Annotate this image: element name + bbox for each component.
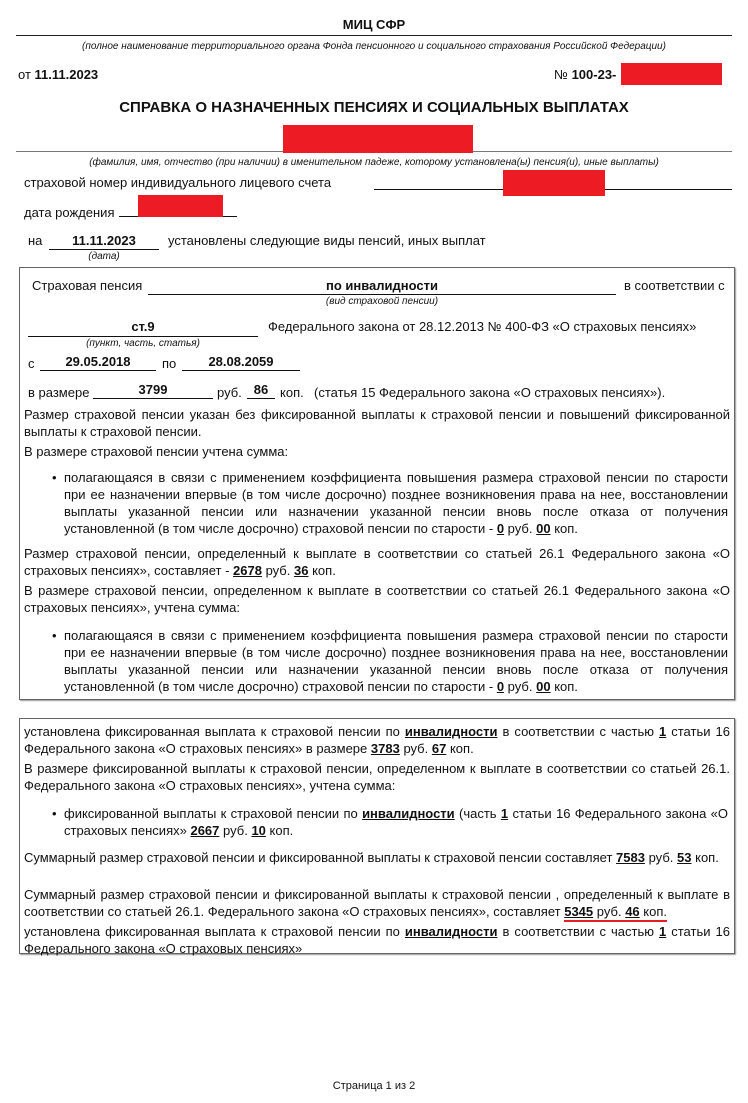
- para-261-included: В размере страховой пенсии, определенном к выплате в соответствии со статьей 26.1 Федерального закона «О страховых пенсиях», учтена сумма:: [24, 583, 730, 615]
- bullet-fixed-payment: [52, 805, 728, 839]
- note-included-sum: В размере страховой пенсии учтена сумма:: [24, 444, 289, 459]
- text: фиксированной выплаты к страховой пенсии по: [64, 806, 358, 821]
- redacted-snils: [503, 170, 605, 196]
- fixed-payment-established: [24, 723, 730, 757]
- amount-kop: 67: [431, 741, 447, 756]
- page-number: Страница 1 из 2: [332, 1080, 416, 1092]
- number-value: 100-23-: [571, 67, 617, 82]
- law-text: Федерального закона от 28.12.2013 № 400-ФЗ «О страховых пенсиях»: [268, 319, 697, 334]
- document-title: СПРАВКА О НАЗНАЧЕННЫХ ПЕНСИЯХ И СОЦИАЛЬНЫХ ВЫПЛАТАХ: [119, 99, 629, 116]
- text: в соответствии с частью: [502, 924, 654, 939]
- amount-rub: 7583: [616, 850, 645, 865]
- from-prefix: с: [28, 356, 35, 371]
- fixed-payment-box: [19, 718, 735, 954]
- amount-prefix: в размере: [28, 385, 90, 400]
- bullet-kop: 00: [536, 679, 551, 694]
- document-number: [554, 67, 616, 82]
- text: установлена фиксированная выплата к страховой пенсии по: [24, 724, 400, 739]
- rub-label: руб.: [217, 385, 242, 400]
- number-prefix: №: [554, 67, 568, 82]
- fixed-payment-established-2: [24, 923, 730, 957]
- bullet-icon: •: [52, 470, 57, 485]
- rub-label: руб.: [507, 521, 533, 536]
- organization-caption: (полное наименование территориального органа Фонда пенсионного и социального страхования Российской Федерации): [82, 41, 666, 52]
- bullet-rub: 0: [496, 521, 505, 536]
- rub-label: руб.: [648, 850, 674, 865]
- para-text: Размер страховой пенсии, определенный к выплате в соответствии со статьей 26.1 Федерального закона «О страховых пенсиях», составляет -: [24, 546, 730, 578]
- amount-kop: 10: [251, 823, 266, 838]
- organization-name: МИЦ СФР: [342, 17, 406, 32]
- bullet-kop: 00: [536, 521, 551, 536]
- pension-type: инвалидности: [404, 924, 498, 939]
- text: статьи 16 Федерального закона «О страховых пенсиях»: [64, 806, 728, 838]
- amount-rub: 5345: [564, 904, 594, 919]
- note-without-fixed: Размер страховой пенсии указан без фиксированной выплаты к страховой пенсии и повышений фиксированной выплаты к страховой пенсии.: [24, 407, 730, 439]
- organization-line: [16, 35, 732, 36]
- amount-rub: 3783: [370, 741, 400, 756]
- as-of-date: 11.11.2023: [49, 233, 159, 250]
- kop-label: коп.: [449, 741, 474, 756]
- kop-label: коп.: [695, 850, 719, 865]
- rub-label: руб.: [596, 904, 622, 919]
- amount-rub: 2667: [190, 823, 220, 838]
- pension-box: [19, 267, 735, 700]
- part-number: 1: [658, 724, 667, 739]
- redacted-birth-date: [138, 195, 223, 217]
- bullet-coefficient-1: [52, 469, 728, 537]
- bullet-icon: •: [52, 806, 57, 821]
- document-date: [18, 67, 98, 82]
- rub-label: руб.: [223, 823, 248, 838]
- pension-type: по инвалидности: [148, 278, 616, 295]
- text: Суммарный размер страховой пенсии и фиксированной выплаты к страховой пенсии составляет: [24, 850, 613, 865]
- fixed-payment-included: В размере фиксированной выплаты к страховой пенсии, определенном к выплате в соответствии со статьей 26.1. Федерального закона «О страховых пенсиях», учтена сумма:: [24, 761, 730, 793]
- date-value: 11.11.2023: [34, 67, 99, 82]
- amount-kop: 86: [247, 382, 275, 399]
- kop-label: коп.: [269, 823, 294, 838]
- name-caption: (фамилия, имя, отчество (при наличии) в именительном падеже, которому установлена(ы) пенсия(и), иные выплаты): [89, 157, 659, 168]
- text: статьи 16 Федерального закона «О страховых пенсиях»: [24, 924, 730, 956]
- text: (часть: [459, 806, 497, 821]
- rub-label: руб.: [507, 679, 533, 694]
- as-of-text: установлены следующие виды пенсий, иных выплат: [168, 233, 486, 248]
- bullet-text: полагающаяся в связи с применением коэффициента повышения размера страховой пенсии по старости при ее назначении впервые (в том числе досрочно) позднее возникновения права на нее, восстановлении выплаты указанной пенсии или назначении указанной пенсии вновь после отказа от получения установленной (в том числе досрочно) страховой пенсии по старости -: [64, 470, 728, 536]
- date-prefix: от: [18, 67, 31, 82]
- bullet-icon: •: [52, 628, 57, 643]
- rub-label: руб.: [265, 563, 291, 578]
- kop-label: коп.: [280, 385, 304, 400]
- para-261-amount: [24, 545, 730, 579]
- kop-label: коп.: [643, 904, 667, 919]
- part-number: 1: [500, 806, 509, 821]
- pension-label: Страховая пенсия: [32, 278, 143, 293]
- pension-type: инвалидности: [362, 806, 455, 821]
- to-prefix: по: [162, 356, 177, 371]
- to-date: 28.08.2059: [182, 354, 300, 371]
- pension-type-caption: (вид страховой пенсии): [325, 296, 439, 307]
- as-of-caption: (дата): [88, 251, 120, 262]
- kop-label: коп.: [312, 563, 336, 578]
- bullet-coefficient-2: [52, 627, 728, 695]
- amount-suffix: (статья 15 Федерального закона «О страховых пенсиях»).: [314, 385, 666, 400]
- amount-rub: 3799: [93, 382, 213, 399]
- rub-label: руб.: [403, 741, 429, 756]
- text: в соответствии с частью: [502, 724, 654, 739]
- pension-type: инвалидности: [404, 724, 498, 739]
- in-accordance-text: в соответствии с: [624, 278, 725, 293]
- redacted-number: [621, 63, 722, 85]
- redacted-full-name: [283, 125, 473, 153]
- kop-label: коп.: [554, 521, 578, 536]
- text: Суммарный размер страховой пенсии и фиксированной выплаты к страховой пенсии , определенный к выплате в соответствии со статьей 26.1. Федерального закона «О страховых пенсиях», составляет: [24, 887, 730, 919]
- highlighted-total: [564, 904, 667, 922]
- text: установлена фиксированная выплата к страховой пенсии по: [24, 924, 400, 939]
- bullet-rub: 0: [496, 679, 505, 694]
- part-number: 1: [658, 924, 667, 939]
- article-caption: (пункт, часть, статья): [86, 338, 200, 349]
- as-of-prefix: на: [28, 233, 43, 248]
- from-date: 29.05.2018: [40, 354, 156, 371]
- snils-label: страховой номер индивидуального лицевого счета: [24, 175, 332, 190]
- text: статьи 16 Федерального закона «О страховых пенсиях» в размере: [24, 724, 730, 756]
- total-amount-261: [24, 886, 730, 920]
- kop-label: коп.: [554, 679, 578, 694]
- amount-kop: 53: [677, 850, 692, 865]
- amount-kop: 46: [625, 904, 640, 919]
- bullet-text: полагающаяся в связи с применением коэффициента повышения размера страховой пенсии по старости при ее назначении впервые (в том числе досрочно) позднее возникновения права на нее, восстановлении выплаты указанной пенсии или назначении указанной пенсии вновь после отказа от получения установленной (в том числе досрочно) страховой пенсии по старости -: [64, 628, 728, 694]
- article-value: ст.9: [28, 319, 258, 337]
- total-amount: [24, 849, 730, 866]
- birth-label: дата рождения: [24, 205, 115, 220]
- para-rub: 2678: [233, 563, 262, 578]
- para-kop: 36: [294, 563, 309, 578]
